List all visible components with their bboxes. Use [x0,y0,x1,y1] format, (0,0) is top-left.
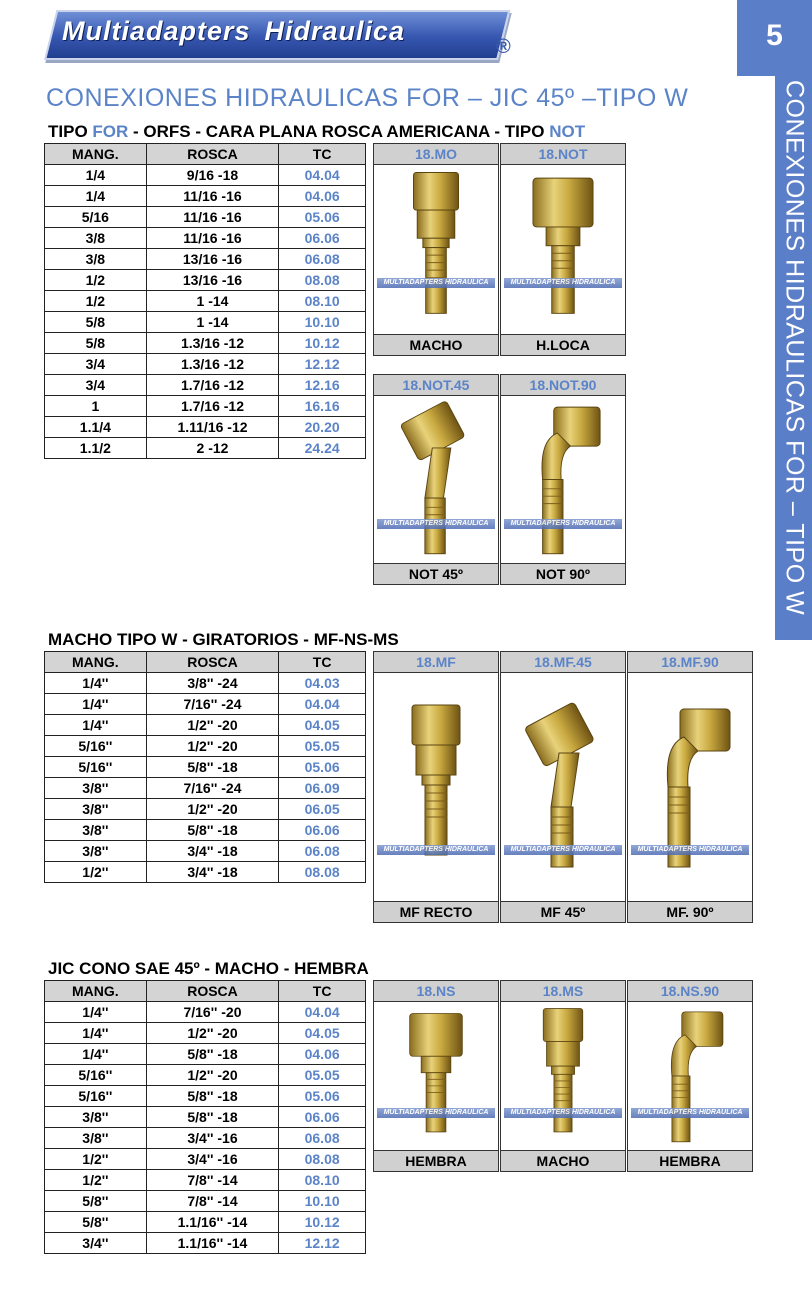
table-row [45,333,366,354]
product-card [500,374,626,585]
table-row [45,207,366,228]
cell-rosca: 1.1/16'' -14 [146,1233,279,1254]
cell-mang: 1/2'' [45,1170,147,1191]
cell-rosca: 1/2'' -20 [146,715,279,736]
product-card [500,980,626,1172]
cell-tc: 04.04 [279,1002,366,1023]
cell-tc: 06.08 [279,1128,366,1149]
table-row [45,1107,366,1128]
header-mang: MANG. [45,652,147,673]
section-3-title: JIC CONO SAE 45º - MACHO - HEMBRA [48,959,369,978]
table-row [45,673,366,694]
section-1-title-a: TIPO [48,122,93,141]
cell-rosca: 1.7/16 -12 [146,375,279,396]
cell-tc: 05.05 [279,736,366,757]
table-row [45,1023,366,1044]
cell-tc: 06.06 [279,820,366,841]
table-row [45,1191,366,1212]
table-row [45,1233,366,1254]
product-label: H.LOCA [501,334,625,355]
section-1-title-b: FOR [92,122,129,141]
cell-mang: 5/8 [45,312,147,333]
cell-mang: 3/4'' [45,1233,147,1254]
cell-tc: 10.10 [279,312,366,333]
table-row [45,438,366,459]
cell-mang: 5/16'' [45,1086,147,1107]
cell-rosca: 5/8'' -18 [146,1044,279,1065]
table-row [45,1128,366,1149]
cell-mang: 3/8 [45,249,147,270]
cell-mang: 1/4'' [45,673,147,694]
table-row [45,799,366,820]
cell-rosca: 13/16 -16 [146,270,279,291]
cell-tc: 04.05 [279,1023,366,1044]
cell-tc: 04.06 [279,186,366,207]
section-1-title [48,122,585,142]
side-tab-label [775,80,812,640]
cell-tc: 05.06 [279,757,366,778]
product-label: HEMBRA [374,1150,498,1171]
header-tc: TC [279,981,366,1002]
table-row [45,375,366,396]
cell-mang: 5/16'' [45,1065,147,1086]
watermark: MULTIADAPTERS HIDRAULICA [504,278,622,288]
product-code: 18.NOT [501,144,625,165]
cell-mang: 5/16'' [45,736,147,757]
cell-rosca: 5/8'' -18 [146,757,279,778]
table-row [45,270,366,291]
header-tc: TC [279,144,366,165]
cell-rosca: 3/4'' -16 [146,1128,279,1149]
product-label: MF. 90º [628,901,752,922]
cell-rosca: 3/4'' -16 [146,1149,279,1170]
header-tc: TC [279,652,366,673]
product-code: 18.MF [374,652,498,673]
cell-rosca: 1/2'' -20 [146,736,279,757]
cell-mang: 5/8'' [45,1191,147,1212]
cell-mang: 1/2'' [45,1149,147,1170]
cell-rosca: 3/4'' -18 [146,862,279,883]
cell-tc: 12.16 [279,375,366,396]
cell-tc: 24.24 [279,438,366,459]
watermark: MULTIADAPTERS HIDRAULICA [377,519,495,529]
straight-male-fitting-icon [374,673,498,901]
watermark: MULTIADAPTERS HIDRAULICA [631,845,749,855]
cell-mang: 1/4 [45,165,147,186]
cell-tc: 12.12 [279,354,366,375]
female-swivel-fitting-icon [501,165,625,334]
logo-word-1: Multiadapters [62,16,251,46]
cell-tc: 04.04 [279,165,366,186]
cell-mang: 1/4'' [45,1023,147,1044]
table-row [45,736,366,757]
cell-mang: 3/4 [45,375,147,396]
table-row [45,757,366,778]
cell-tc: 05.06 [279,1086,366,1107]
product-label: MACHO [501,1150,625,1171]
table-row [45,715,366,736]
table-row [45,1044,366,1065]
cell-rosca: 1.1/16'' -14 [146,1212,279,1233]
cell-rosca: 1/2'' -20 [146,1023,279,1044]
cell-mang: 1/2 [45,291,147,312]
product-card [373,980,499,1172]
cell-tc: 08.08 [279,1149,366,1170]
cell-mang: 1 [45,396,147,417]
cell-rosca: 5/8'' -18 [146,820,279,841]
elbow-45-fitting-icon [501,673,625,901]
product-label: HEMBRA [628,1150,752,1171]
product-code: 18.NS.90 [628,981,752,1002]
table-row [45,396,366,417]
page-number: 5 [737,0,812,76]
logo-word-2: Hidraulica [264,16,406,46]
product-label: MF 45º [501,901,625,922]
cell-tc: 05.05 [279,1065,366,1086]
page-title: CONEXIONES HIDRAULICAS FOR – JIC 45º –TIPO W [46,84,689,112]
cell-mang: 1/2 [45,270,147,291]
cell-mang: 3/8'' [45,1107,147,1128]
cell-tc: 20.20 [279,417,366,438]
section-2-title: MACHO TIPO W - GIRATORIOS - MF-NS-MS [48,630,399,649]
cell-mang: 5/16 [45,207,147,228]
cell-tc: 06.06 [279,228,366,249]
cell-mang: 3/8'' [45,1128,147,1149]
cell-tc: 06.08 [279,841,366,862]
cell-rosca: 1.3/16 -12 [146,333,279,354]
table-row [45,249,366,270]
straight-male-fitting-icon [374,165,498,334]
product-label: NOT 90º [501,563,625,584]
section-3-table [44,980,366,1254]
watermark: MULTIADAPTERS HIDRAULICA [377,845,495,855]
cell-rosca: 1/2'' -20 [146,799,279,820]
elbow-90-fitting-icon [628,673,752,901]
cell-tc: 08.08 [279,270,366,291]
elbow-90-fitting-icon [628,1002,752,1150]
product-code: 18.MS [501,981,625,1002]
table-header-row [45,981,366,1002]
header-rosca: ROSCA [146,144,279,165]
table-row [45,1149,366,1170]
cell-rosca: 13/16 -16 [146,249,279,270]
watermark: MULTIADAPTERS HIDRAULICA [504,845,622,855]
product-code: 18.NS [374,981,498,1002]
table-row [45,165,366,186]
female-swivel-fitting-icon [374,1002,498,1150]
table-row [45,778,366,799]
table-row [45,291,366,312]
cell-tc: 06.09 [279,778,366,799]
cell-tc: 10.12 [279,1212,366,1233]
cell-rosca: 7/8'' -14 [146,1170,279,1191]
section-1-table [44,143,366,459]
product-code: 18.MF.90 [628,652,752,673]
table-row [45,862,366,883]
product-card [627,651,753,923]
cell-mang: 1/2'' [45,862,147,883]
watermark: MULTIADAPTERS HIDRAULICA [377,1108,495,1118]
header-mang: MANG. [45,981,147,1002]
cell-mang: 5/8'' [45,1212,147,1233]
product-card [373,143,499,356]
cell-rosca: 1.3/16 -12 [146,354,279,375]
elbow-45-fitting-icon [374,396,498,563]
side-tab-text: CONEXIONES HIDRAULICAS FOR – TIPO W [780,80,808,616]
elbow-90-fitting-icon [501,396,625,563]
product-card [373,374,499,585]
table-row [45,841,366,862]
cell-mang: 1.1/2 [45,438,147,459]
registered-mark: ® [496,36,511,58]
cell-rosca: 1/2'' -20 [146,1065,279,1086]
cell-rosca: 2 -12 [146,438,279,459]
cell-rosca: 9/16 -18 [146,165,279,186]
cell-mang: 1/4'' [45,694,147,715]
cell-mang: 3/8 [45,228,147,249]
header-mang: MANG. [45,144,147,165]
cell-rosca: 3/8'' -24 [146,673,279,694]
cell-rosca: 7/16'' -20 [146,1002,279,1023]
cell-rosca: 5/8'' -18 [146,1086,279,1107]
header-rosca: ROSCA [146,652,279,673]
cell-mang: 1/4'' [45,1044,147,1065]
product-code: 18.MO [374,144,498,165]
cell-rosca: 1 -14 [146,312,279,333]
table-row [45,417,366,438]
cell-mang: 1/4'' [45,715,147,736]
cell-rosca: 7/16'' -24 [146,778,279,799]
table-row [45,312,366,333]
cell-rosca: 11/16 -16 [146,228,279,249]
section-2-table [44,651,366,883]
cell-tc: 06.06 [279,1107,366,1128]
cell-mang: 5/16'' [45,757,147,778]
straight-male-fitting-icon [501,1002,625,1150]
cell-tc: 08.10 [279,291,366,312]
product-code: 18.MF.45 [501,652,625,673]
watermark: MULTIADAPTERS HIDRAULICA [377,278,495,288]
product-card [373,651,499,923]
product-code: 18.NOT.45 [374,375,498,396]
cell-mang: 1/4 [45,186,147,207]
product-card [500,651,626,923]
cell-tc: 04.06 [279,1044,366,1065]
watermark: MULTIADAPTERS HIDRAULICA [504,1108,622,1118]
cell-tc: 06.05 [279,799,366,820]
cell-rosca: 5/8'' -18 [146,1107,279,1128]
table-row [45,354,366,375]
cell-tc: 04.05 [279,715,366,736]
table-row [45,1086,366,1107]
cell-tc: 08.08 [279,862,366,883]
table-row [45,820,366,841]
table-row [45,1002,366,1023]
product-label: NOT 45º [374,563,498,584]
cell-mang: 3/8'' [45,799,147,820]
cell-mang: 1/4'' [45,1002,147,1023]
table-header-row [45,144,366,165]
brand-logo [44,10,514,62]
product-label: MF RECTO [374,901,498,922]
cell-tc: 04.04 [279,694,366,715]
cell-rosca: 1 -14 [146,291,279,312]
cell-rosca: 1.11/16 -12 [146,417,279,438]
cell-mang: 5/8 [45,333,147,354]
logo-text [62,16,405,47]
cell-tc: 05.06 [279,207,366,228]
table-row [45,186,366,207]
table-row [45,1065,366,1086]
section-1-title-d: NOT [549,122,586,141]
cell-mang: 1.1/4 [45,417,147,438]
header-rosca: ROSCA [146,981,279,1002]
product-card [500,143,626,356]
cell-tc: 04.03 [279,673,366,694]
cell-mang: 3/8'' [45,820,147,841]
cell-mang: 3/4 [45,354,147,375]
cell-tc: 12.12 [279,1233,366,1254]
section-1-title-c: - ORFS - CARA PLANA ROSCA AMERICANA - TIPO [128,122,550,141]
cell-tc: 16.16 [279,396,366,417]
table-row [45,1170,366,1191]
cell-rosca: 11/16 -16 [146,186,279,207]
cell-rosca: 1.7/16 -12 [146,396,279,417]
product-code: 18.NOT.90 [501,375,625,396]
cell-tc: 06.08 [279,249,366,270]
table-row [45,228,366,249]
table-row [45,1212,366,1233]
cell-tc: 10.12 [279,333,366,354]
cell-rosca: 11/16 -16 [146,207,279,228]
cell-rosca: 3/4'' -18 [146,841,279,862]
product-label: MACHO [374,334,498,355]
cell-tc: 08.10 [279,1170,366,1191]
table-row [45,694,366,715]
cell-tc: 10.10 [279,1191,366,1212]
watermark: MULTIADAPTERS HIDRAULICA [504,519,622,529]
cell-rosca: 7/8'' -14 [146,1191,279,1212]
product-card [627,980,753,1172]
cell-mang: 3/8'' [45,841,147,862]
cell-mang: 3/8'' [45,778,147,799]
watermark: MULTIADAPTERS HIDRAULICA [631,1108,749,1118]
cell-rosca: 7/16'' -24 [146,694,279,715]
table-header-row [45,652,366,673]
